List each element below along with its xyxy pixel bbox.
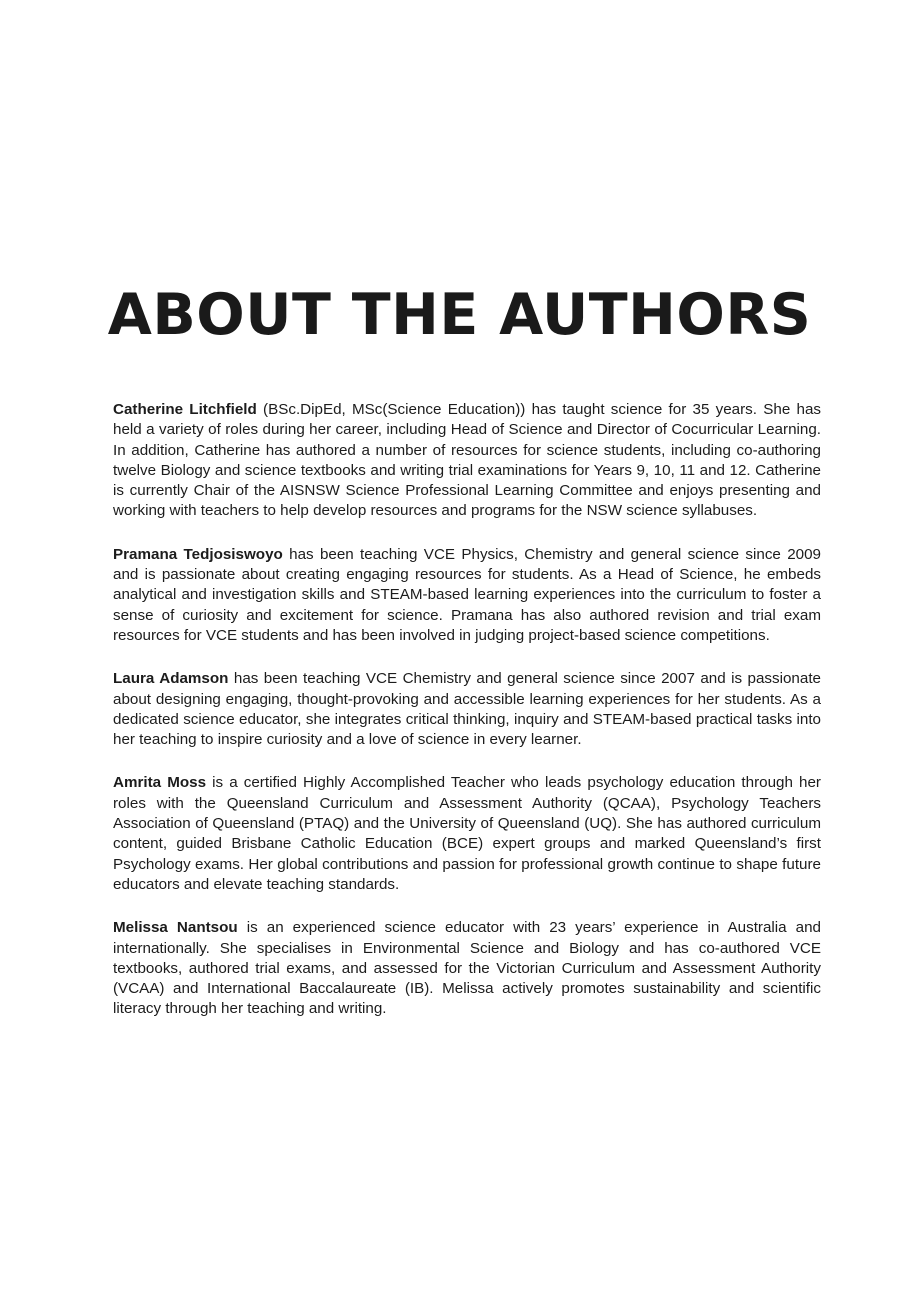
author-bio-moss [113,773,821,895]
author-name: Laura Adamson [113,670,229,688]
author-bio-litchfield [113,400,821,522]
author-bio-text: is a certified Highly Accomplished Teacher who leads psychology education through her roles with the Queensland Curriculum and Assessment Authority (QCAA), Psychology Teachers Association of Queensland (PTAQ) and the University of Queensland (UQ). She has authored curriculum content, guided Brisbane Catholic Education (BCE) expert groups and marked Queensland’s first Psychology exams. Her global contributions and passion for professional growth continue to shape future educators and elevate teaching standards. [113,774,821,893]
author-bio-text: has been teaching VCE Chemistry and general science since 2007 and is passionate about designing engaging, thought-provoking and accessible learning experiences for her students. As a dedicated science educator, she integrates critical thinking, inquiry and STEAM-based practical tasks into her teaching to inspire curiosity and a love of science in every learner. [113,670,821,749]
author-bios [113,400,821,1043]
author-bio-adamson [113,669,821,750]
author-bio-text: (BSc.DipEd, MSc(Science Education)) has taught science for 35 years. She has held a variety of roles during her career, including Head of Science and Director of Cocurricular Learning. In addition, Catherine has authored a number of resources for science students, including co-authoring twelve Biology and science textbooks and writing trial examinations for Years 9, 10, 11 and 12. Catherine is currently Chair of the AISNSW Science Professional Learning Committee and enjoys presenting and working with teachers to help develop resources and programs for the NSW science syllabuses. [113,401,821,520]
author-bio-text: has been teaching VCE Physics, Chemistry and general science since 2009 and is passionate about creating engaging resources for students. As a Head of Science, he embeds analytical and investigation skills and STEAM-based learning experiences into the curriculum to foster a sense of curiosity and excitement for science. Pramana has also authored revision and trial exam resources for VCE students and has been involved in judging project-based science competitions. [113,545,821,644]
page-title: ABOUT THE AUTHORS [107,282,812,348]
author-name: Amrita Moss [113,774,207,792]
author-bio-nantsou [113,918,821,1019]
author-bio-tedjosiswoyo [113,545,821,646]
author-name: Catherine Litchfield [113,401,257,418]
author-name: Pramana Tedjosiswoyo [113,545,283,563]
author-bio-text: is an experienced science educator with 23 years’ experience in Australia and internationally. She specialises in Environmental Science and Biology and has co-authored VCE textbooks, authored trial exams, and assessed for the Victorian Curriculum and Assessment Authority (VCAA) and International Baccalaureate (IB). Melissa actively promotes sustainability and scientific literacy through her teaching and writing. [113,919,821,1018]
author-name: Melissa Nantsou [113,919,238,937]
